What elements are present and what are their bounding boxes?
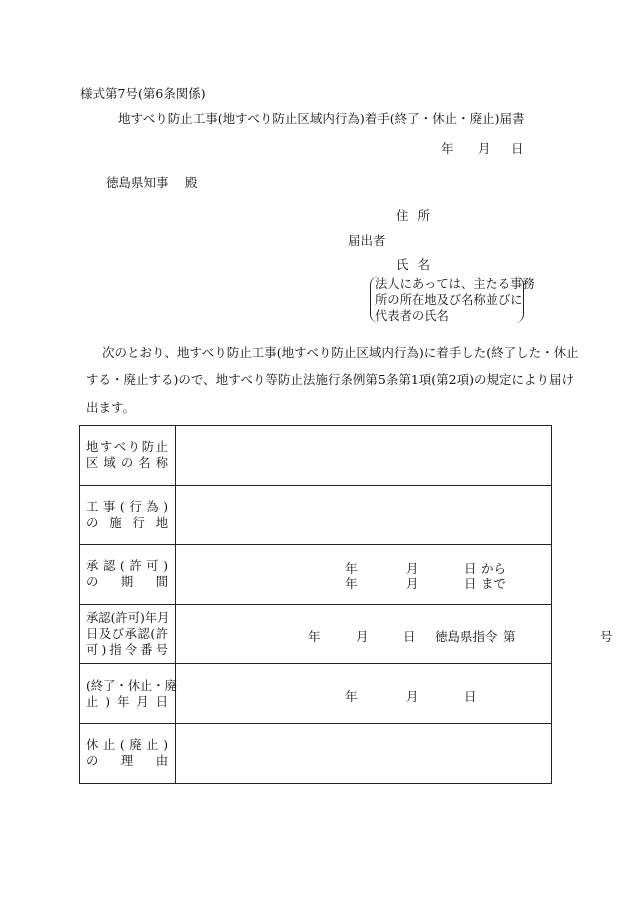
approval-directive-label: 承認(許可)年月 日及び承認(許 可)指令番号 <box>80 604 176 664</box>
period-from-month: 月 <box>406 561 419 577</box>
directive-go: 号 <box>600 629 613 645</box>
date-month-label: 月 <box>478 141 491 156</box>
notification-form-table <box>79 425 613 784</box>
table-row <box>80 426 552 486</box>
corporation-note-line: 法人にあっては、主たる事務 <box>375 277 535 291</box>
termination-date-field[interactable] <box>176 664 552 724</box>
date-year-label: 年 <box>441 141 454 156</box>
period-to-suffix: まで <box>481 576 507 592</box>
suspension-reason-field[interactable] <box>176 723 552 783</box>
approval-period-field[interactable] <box>176 545 552 605</box>
termination-day: 日 <box>464 688 477 704</box>
approval-directive-field[interactable] <box>176 604 613 664</box>
body-text-line: 次のとおり、地すべり防止工事(地すべり防止区域内行為)に着手した(終了した・休止 <box>102 345 579 360</box>
landslide-area-name-label: 地すべり防止 区域の名称 <box>80 426 176 486</box>
table-row <box>80 604 552 664</box>
termination-month: 月 <box>406 688 419 704</box>
termination-date-label: (終了・休止・廃 止)年月日 <box>80 664 176 724</box>
form-number: 様式第7号(第6条関係) <box>80 86 206 101</box>
corporation-note <box>370 276 535 323</box>
landslide-area-name-field[interactable] <box>176 426 552 486</box>
period-from-year: 年 <box>345 561 358 577</box>
period-from-day: 日 <box>464 561 477 577</box>
directive-prefix: 徳島県指令 <box>435 629 498 645</box>
termination-year: 年 <box>345 688 358 704</box>
table-row <box>80 723 552 783</box>
document-title: 地すべり防止工事(地すべり防止区域内行為)着手(終了・休止・廃止)届書 <box>118 111 525 126</box>
suspension-reason-label: 休止(廃止) の理由 <box>80 723 176 783</box>
period-to-month: 月 <box>406 576 419 592</box>
date-day-label: 日 <box>511 141 524 156</box>
notifier-label: 届出者 <box>348 233 386 248</box>
table-row <box>80 664 552 724</box>
period-to-year: 年 <box>345 576 358 592</box>
addressee-suffix: 殿 <box>185 175 198 190</box>
table-row <box>80 545 552 605</box>
directive-dai: 第 <box>503 629 516 645</box>
corporation-note-line: 代表者の氏名 <box>375 309 449 323</box>
approval-period-label: 承認(許可) の期間 <box>80 545 176 605</box>
body-text-line: する・廃止する)ので、地すべり等防止法施行条例第5条第1項(第2項)の規定により届け <box>86 372 574 387</box>
directive-month: 月 <box>356 629 369 645</box>
body-text-line: 出ます。 <box>86 400 136 415</box>
name-label: 氏名 <box>396 257 440 272</box>
corporation-note-line: 所の所在地及び名称並びに <box>375 293 523 307</box>
addressee: 徳島県知事 <box>106 175 169 190</box>
directive-year: 年 <box>308 629 321 645</box>
work-site-field[interactable] <box>176 485 552 545</box>
work-site-label: 工事(行為) の施行地 <box>80 485 176 545</box>
directive-day: 日 <box>403 629 416 645</box>
table-row <box>80 485 552 545</box>
period-to-day: 日 <box>464 576 477 592</box>
period-from-suffix: から <box>481 561 507 577</box>
address-label: 住所 <box>396 208 440 223</box>
